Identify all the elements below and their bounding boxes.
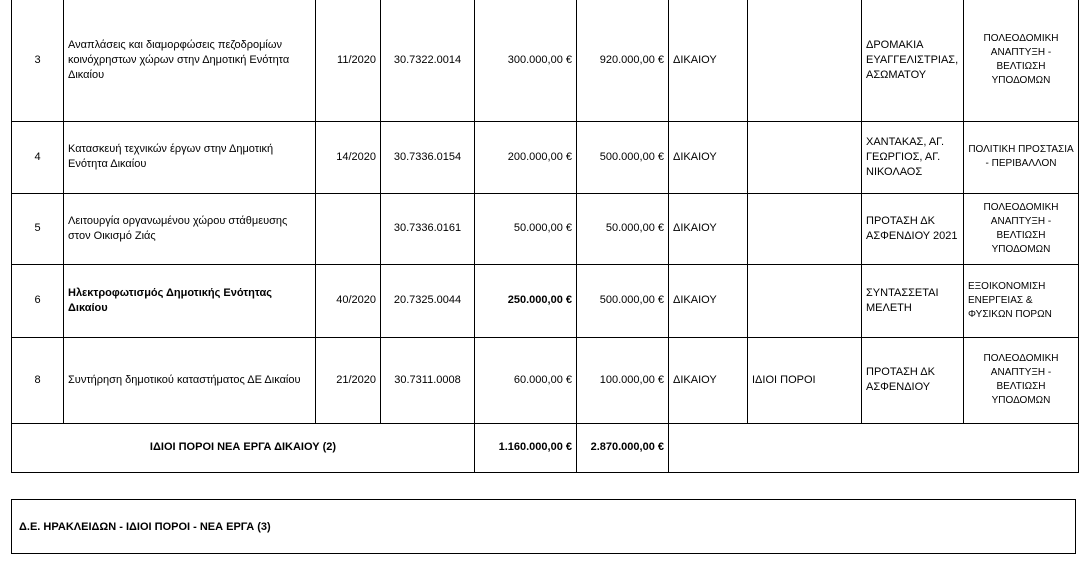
row-amount-2: 500.000,00 € [577,264,669,337]
row-unit: ΔΙΚΑΙΟΥ [669,337,748,423]
row-description: Αναπλάσεις και διαμορφώσεις πεζοδρομίων κοινόχρηστων χώρων στην Δημοτική Ενότητα Δικαίου [64,0,316,121]
row-funding: ΙΔΙΟΙ ΠΟΡΟΙ [748,337,862,423]
row-category: ΠΟΛΙΤΙΚΗ ΠΡΟΣΤΑΣΙΑ - ΠΕΡΙΒΑΛΛΟΝ [964,121,1079,193]
total-amount-1: 1.160.000,00 € [475,423,577,472]
row-category: ΠΟΛΕΟΔΟΜΙΚΗ ΑΝΑΠΤΥΞΗ - ΒΕΛΤΙΩΣΗ ΥΠΟΔΟΜΩΝ [964,0,1079,121]
row-category: ΠΟΛΕΟΔΟΜΙΚΗ ΑΝΑΠΤΥΞΗ - ΒΕΛΤΙΩΣΗ ΥΠΟΔΟΜΩΝ [964,337,1079,423]
row-location: ΧΑΝΤΑΚΑΣ, ΑΓ. ΓΕΩΡΓΙΟΣ, ΑΓ. ΝΙΚΟΛΑΟΣ [862,121,964,193]
row-description: Λειτουργία οργανωμένου χώρου στάθμευσης στον Οικισμό Ζιάς [64,193,316,264]
row-category: ΕΞΟΙΚΟΝΟΜΙΣΗ ΕΝΕΡΓΕΙΑΣ & ΦΥΣΙΚΩΝ ΠΟΡΩΝ [964,264,1079,337]
row-unit: ΔΙΚΑΙΟΥ [669,264,748,337]
row-funding [748,193,862,264]
total-row [12,423,1079,472]
row-amount-2: 100.000,00 € [577,337,669,423]
row-amount-1: 200.000,00 € [475,121,577,193]
total-amount-2: 2.870.000,00 € [577,423,669,472]
row-number: 6 [12,264,64,337]
row-amount-2: 50.000,00 € [577,193,669,264]
row-funding [748,264,862,337]
row-amount-1: 300.000,00 € [475,0,577,121]
row-description: Συντήρηση δημοτικού καταστήματος ΔΕ Δικαίου [64,337,316,423]
row-category: ΠΟΛΕΟΔΟΜΙΚΗ ΑΝΑΠΤΥΞΗ - ΒΕΛΤΙΩΣΗ ΥΠΟΔΟΜΩΝ [964,193,1079,264]
table-row [12,121,1079,193]
row-amount-1: 60.000,00 € [475,337,577,423]
row-number: 4 [12,121,64,193]
row-decision: 21/2020 [316,337,381,423]
table-row [12,337,1079,423]
total-label: ΙΔΙΟΙ ΠΟΡΟΙ ΝΕΑ ΕΡΓΑ ΔΙΚΑΙΟΥ (2) [12,423,475,472]
row-description: Κατασκευή τεχνικών έργων στην Δημοτική Ενότητα Δικαίου [64,121,316,193]
projects-table [11,0,1079,473]
row-funding [748,0,862,121]
row-code: 30.7336.0154 [381,121,475,193]
table-row [12,264,1079,337]
total-empty [669,423,1079,472]
row-description: Ηλεκτροφωτισμός Δημοτικής Ενότητας Δικαίου [64,264,316,337]
row-decision [316,193,381,264]
row-number: 5 [12,193,64,264]
row-code: 30.7311.0008 [381,337,475,423]
row-code: 20.7325.0044 [381,264,475,337]
table-row [12,193,1079,264]
row-decision: 40/2020 [316,264,381,337]
row-location: ΣΥΝΤΑΣΣΕΤΑΙ ΜΕΛΕΤΗ [862,264,964,337]
row-funding [748,121,862,193]
row-unit: ΔΙΚΑΙΟΥ [669,121,748,193]
row-location: ΔΡΟΜΑΚΙΑ ΕΥΑΓΓΕΛΙΣΤΡΙΑΣ, ΑΣΩΜΑΤΟΥ [862,0,964,121]
row-decision: 11/2020 [316,0,381,121]
row-code: 30.7322.0014 [381,0,475,121]
row-location: ΠΡΟΤΑΣΗ ΔΚ ΑΣΦΕΝΔΙΟΥ [862,337,964,423]
row-unit: ΔΙΚΑΙΟΥ [669,0,748,121]
section-heading: Δ.Ε. ΗΡΑΚΛΕΙΔΩΝ - ΙΔΙΟΙ ΠΟΡΟΙ - ΝΕΑ ΕΡΓΑ (3) [19,521,271,533]
row-unit: ΔΙΚΑΙΟΥ [669,193,748,264]
section-heraklion [11,499,1076,554]
row-code: 30.7336.0161 [381,193,475,264]
row-amount-1: 50.000,00 € [475,193,577,264]
row-number: 8 [12,337,64,423]
row-amount-1: 250.000,00 € [475,264,577,337]
row-number: 3 [12,0,64,121]
row-decision: 14/2020 [316,121,381,193]
table-row [12,0,1079,121]
row-amount-2: 920.000,00 € [577,0,669,121]
row-amount-2: 500.000,00 € [577,121,669,193]
row-location: ΠΡΟΤΑΣΗ ΔΚ ΑΣΦΕΝΔΙΟΥ 2021 [862,193,964,264]
